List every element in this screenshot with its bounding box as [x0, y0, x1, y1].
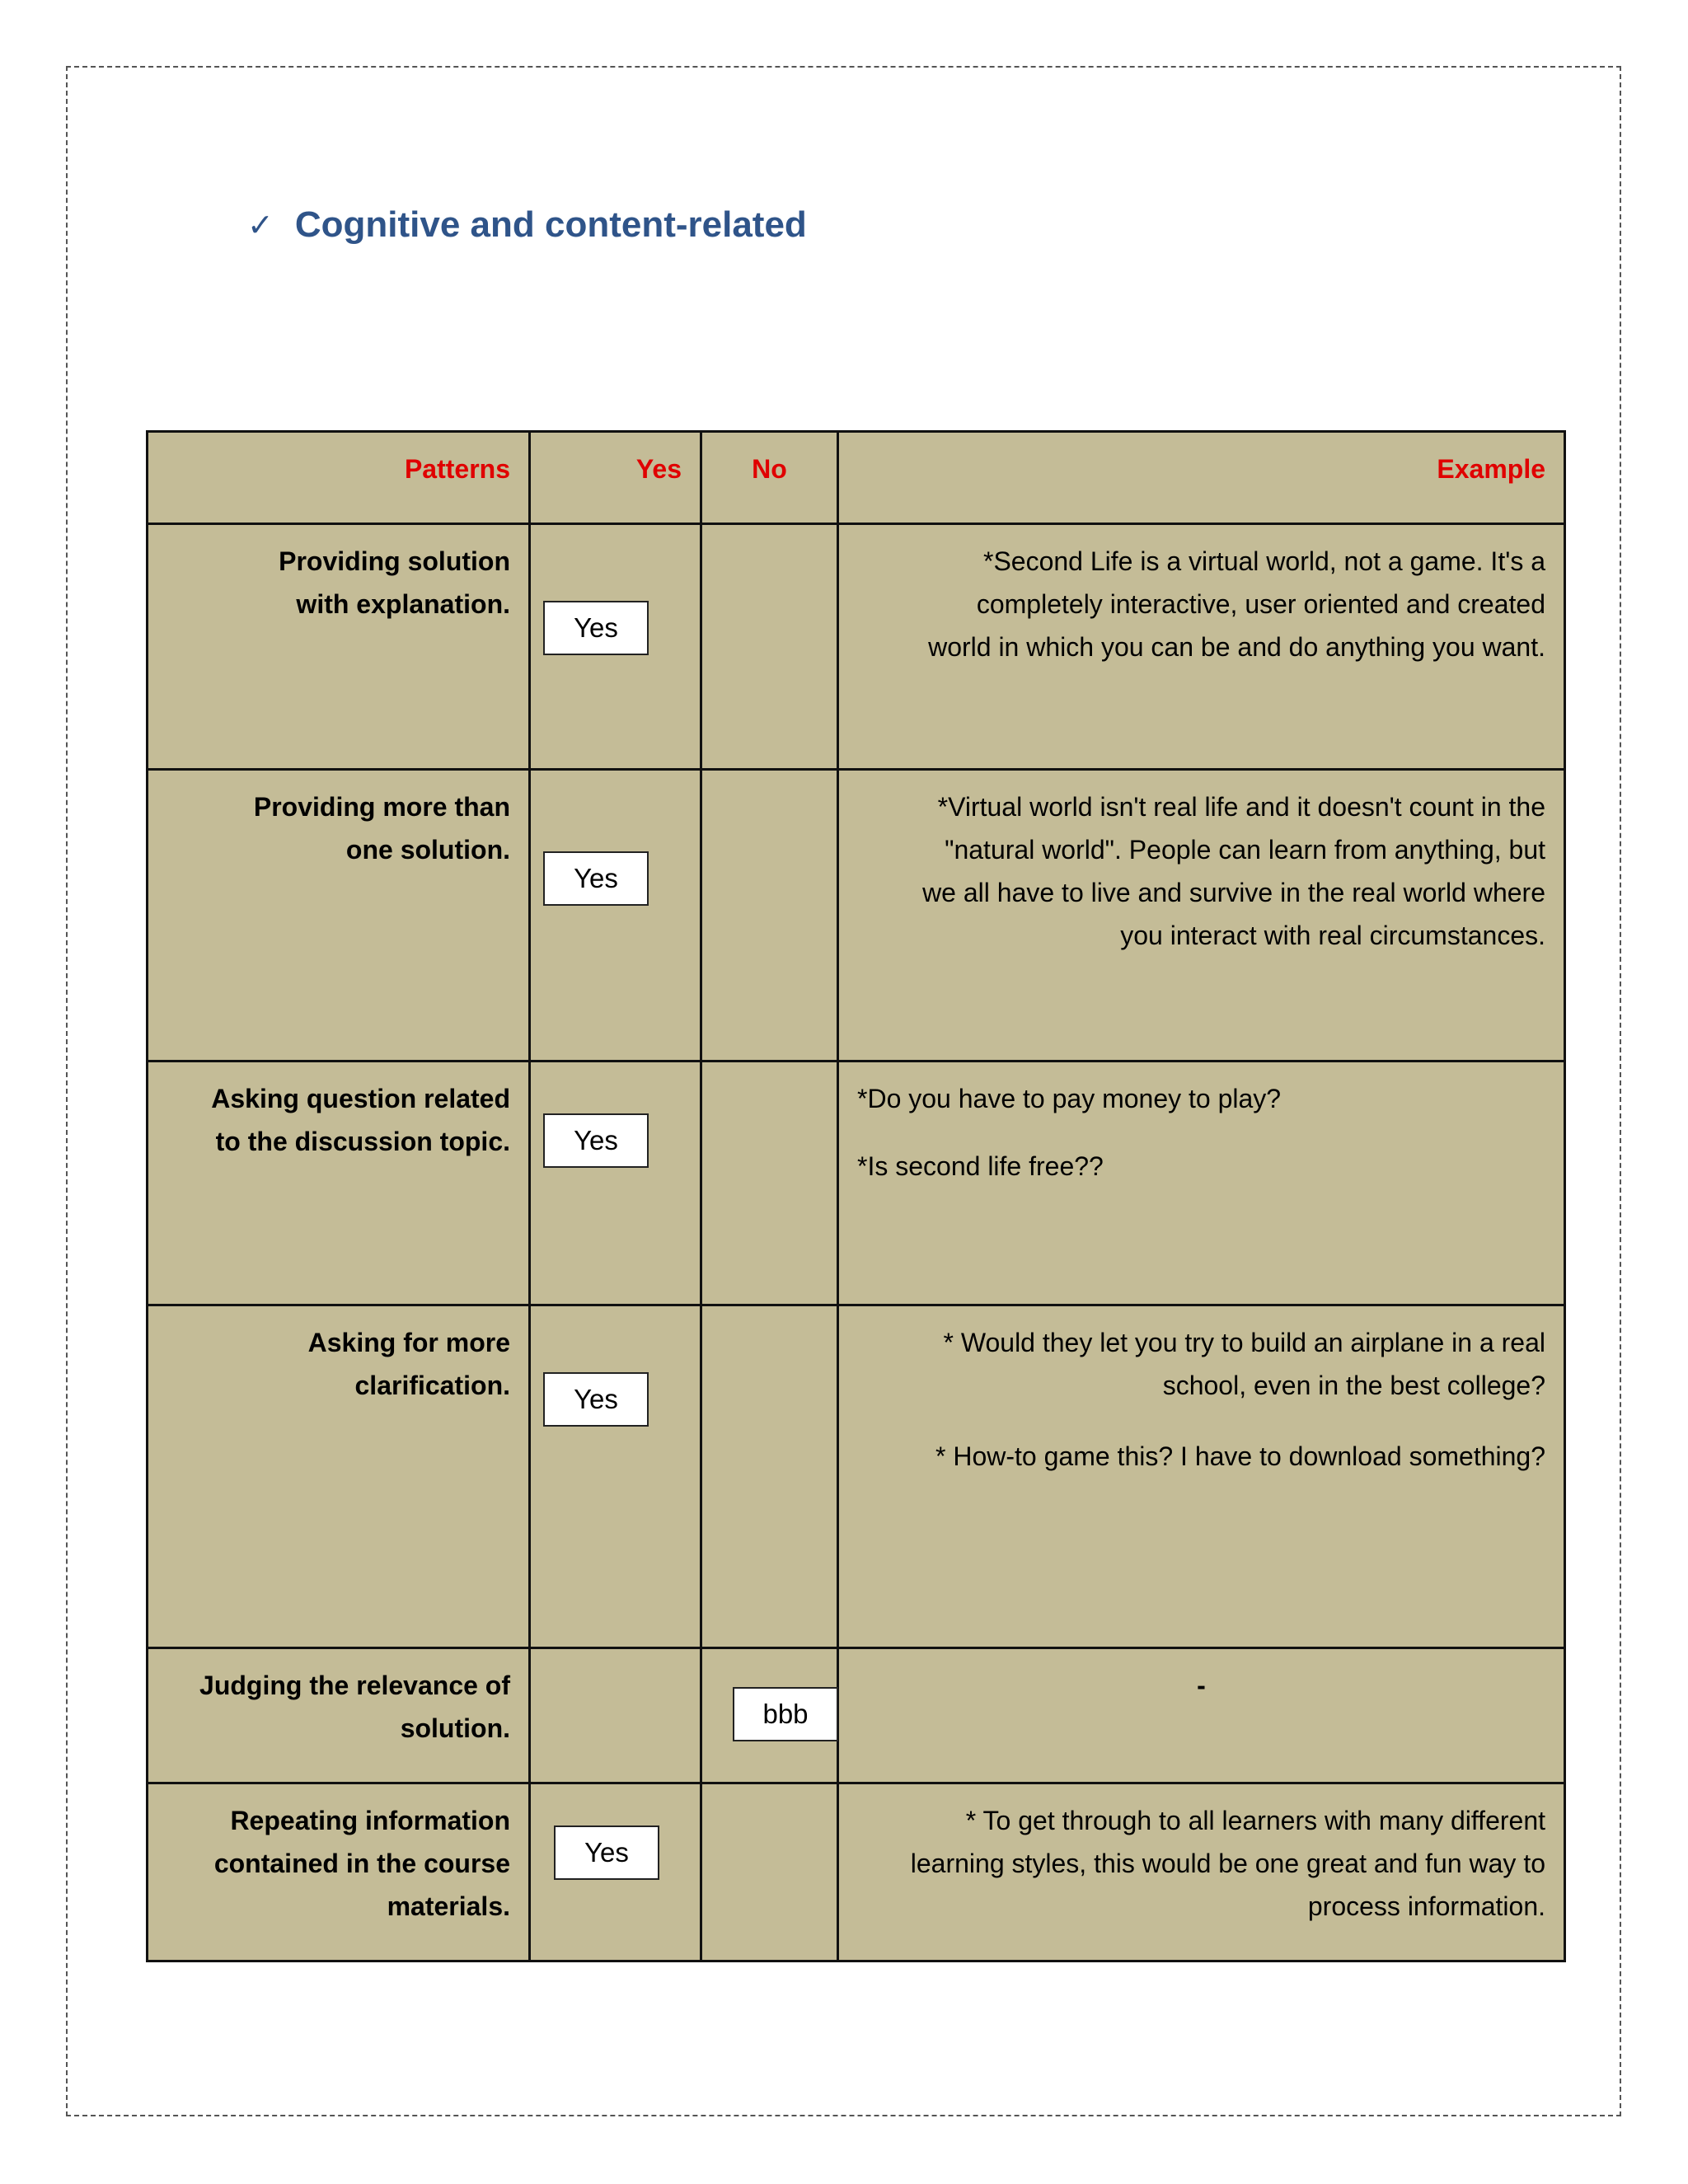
header-patterns: Patterns	[148, 432, 530, 524]
pattern-cell: Providing more than one solution.	[148, 770, 530, 1062]
no-cell	[701, 1062, 838, 1305]
answer-box: Yes	[554, 1825, 659, 1880]
no-cell	[701, 770, 838, 1062]
example-cell: *Do you have to pay money to play? *Is second life free??	[838, 1062, 1565, 1305]
pattern-cell: Asking for more clarification.	[148, 1305, 530, 1648]
header-example: Example	[838, 432, 1565, 524]
example-cell: * Would they let you try to build an airplane in a real school, even in the best college? * How-to game this? I have to download something?	[838, 1305, 1565, 1648]
yes-cell	[530, 770, 701, 1062]
header-no: No	[701, 432, 838, 524]
pattern-cell: Providing solution with explanation.	[148, 524, 530, 770]
table-row	[148, 1062, 1565, 1305]
pattern-cell: Repeating information contained in the course materials.	[148, 1783, 530, 1961]
example-cell: -	[838, 1648, 1565, 1783]
yes-cell	[530, 524, 701, 770]
answer-box: Yes	[543, 1372, 649, 1427]
example-cell: *Virtual world isn't real life and it doesn't count in the "natural world". People can learn from anything, but we all have to live and survive in the real world where you interact with real circumstances.	[838, 770, 1565, 1062]
section-title: Cognitive and content-related	[294, 204, 807, 245]
answer-box: Yes	[543, 601, 649, 655]
example-cell: *Second Life is a virtual world, not a game. It's a completely interactive, user oriented and created world in which you can be and do anything you want.	[838, 524, 1565, 770]
answer-box: Yes	[543, 851, 649, 906]
pattern-cell: Judging the relevance of solution.	[148, 1648, 530, 1783]
answer-box: bbb	[733, 1687, 838, 1741]
header-yes: Yes	[530, 432, 701, 524]
yes-cell	[530, 1648, 701, 1783]
example-cell: * To get through to all learners with many different learning styles, this would be one great and fun way to process information.	[838, 1783, 1565, 1961]
table-row	[148, 770, 1565, 1062]
yes-cell	[530, 1783, 701, 1961]
table-row	[148, 1648, 1565, 1783]
answer-box: Yes	[543, 1113, 649, 1168]
pattern-cell: Asking question related to the discussion topic.	[148, 1062, 530, 1305]
patterns-table	[146, 430, 1566, 1962]
yes-cell	[530, 1062, 701, 1305]
no-cell	[701, 1648, 838, 1783]
table-row	[148, 524, 1565, 770]
table-header-row	[148, 432, 1565, 524]
no-cell	[701, 1305, 838, 1648]
section-heading	[247, 196, 807, 254]
table-row	[148, 1783, 1565, 1961]
checkmark-icon: ✓	[247, 207, 274, 243]
yes-cell	[530, 1305, 701, 1648]
no-cell	[701, 524, 838, 770]
table-row	[148, 1305, 1565, 1648]
no-cell	[701, 1783, 838, 1961]
